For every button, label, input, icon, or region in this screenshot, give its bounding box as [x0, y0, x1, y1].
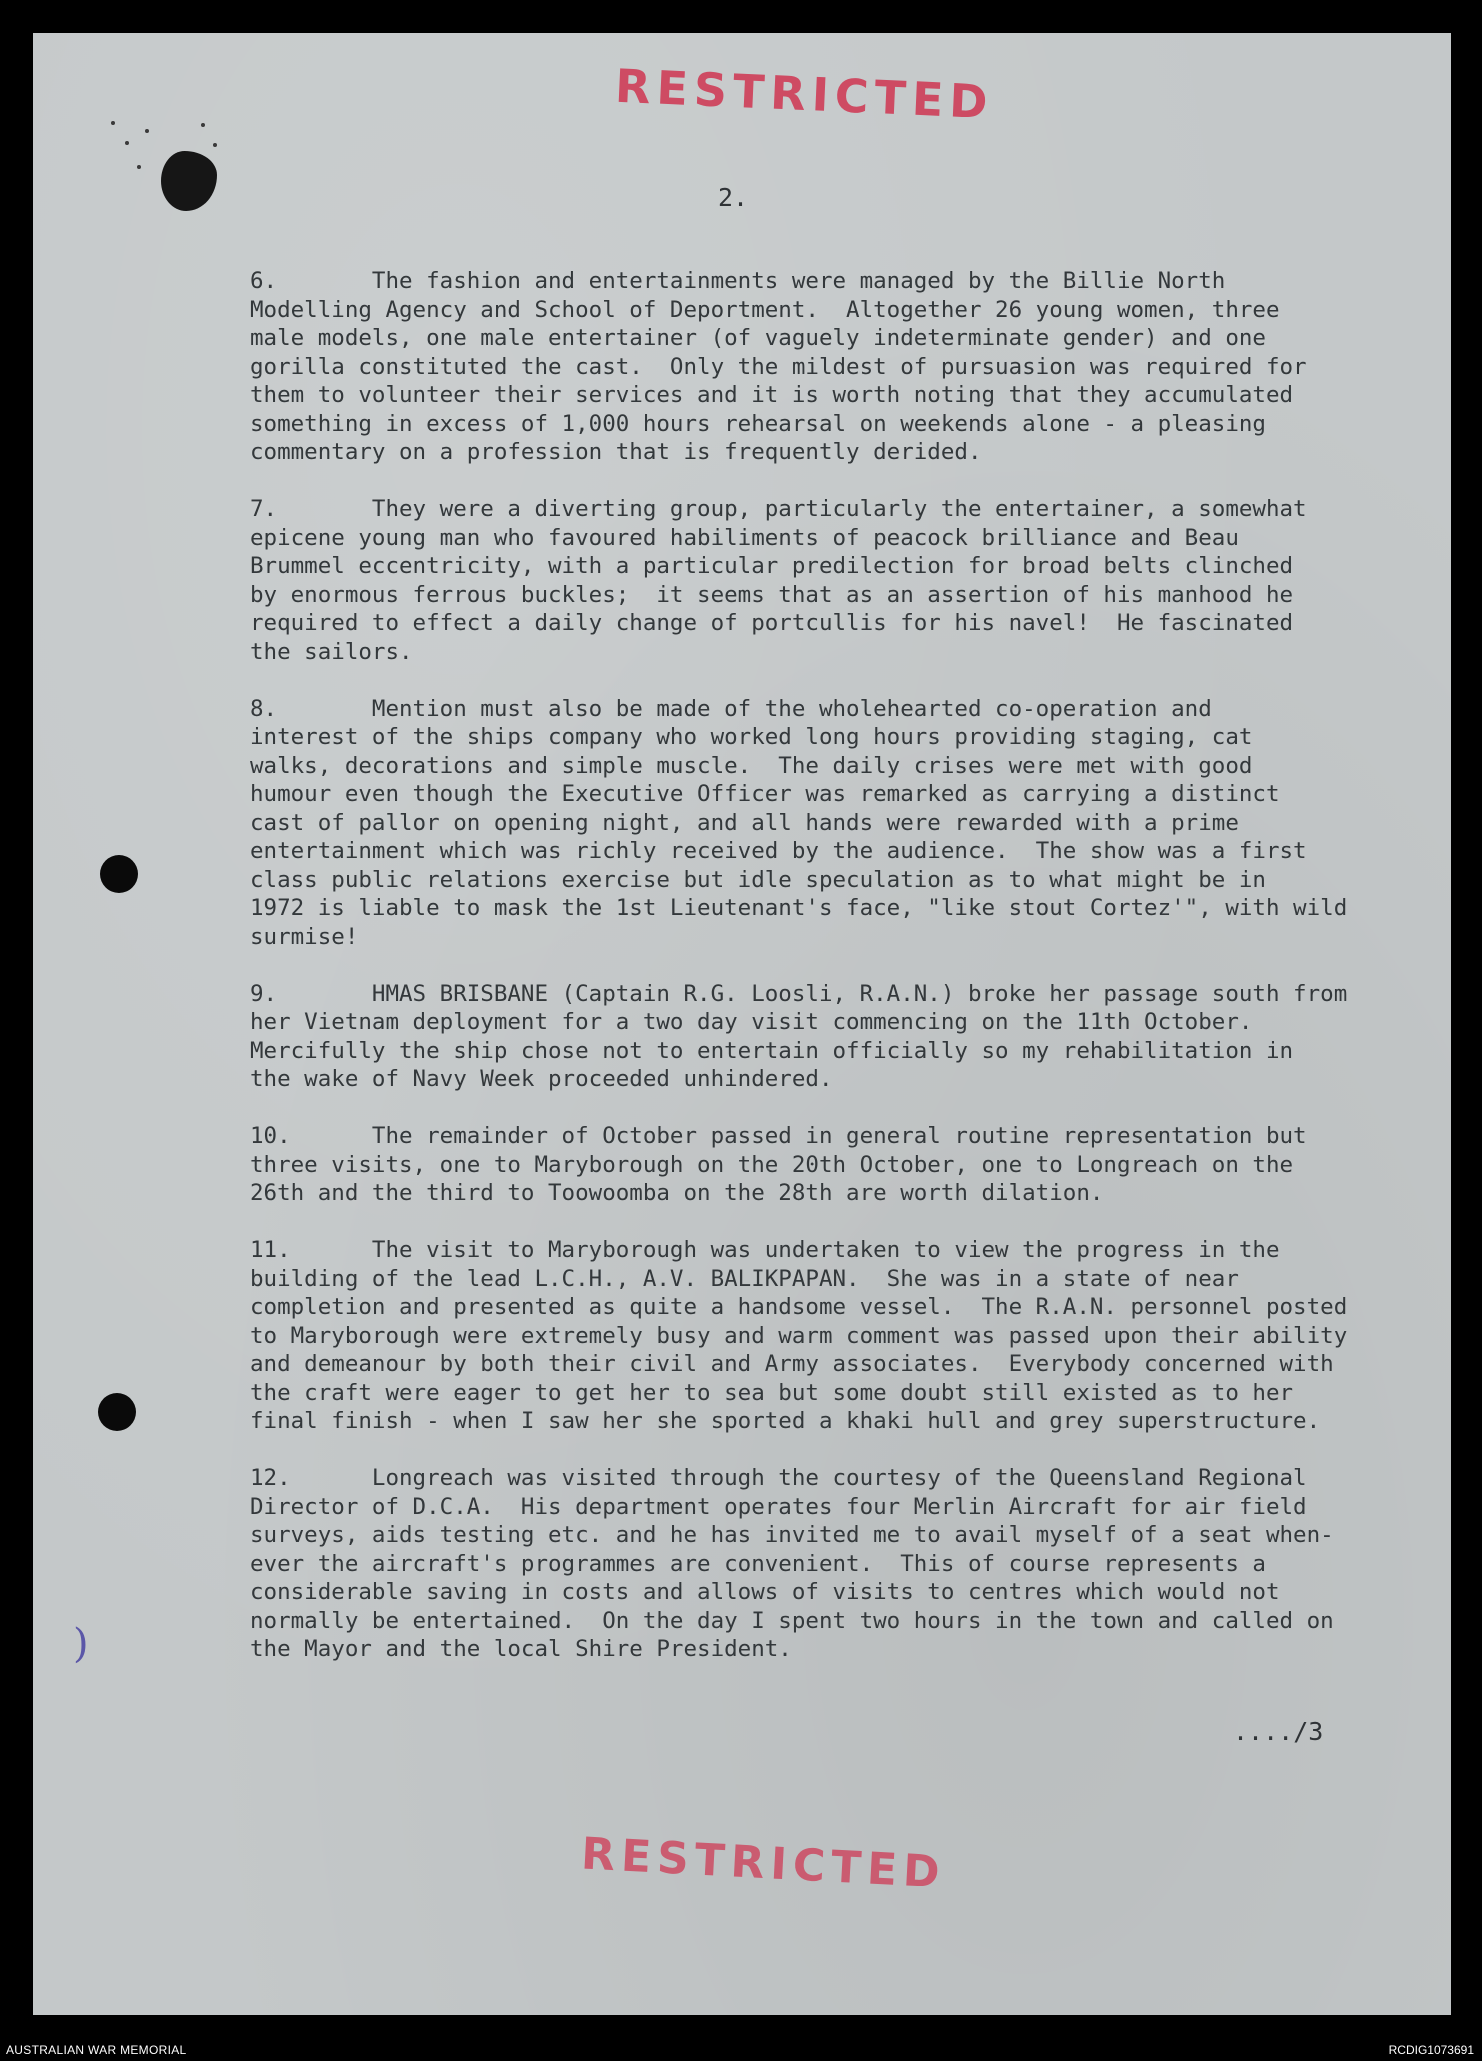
- text-line: the craft were eager to get her to sea but some doubt still existed as to her: [250, 1379, 1294, 1406]
- text-line: epicene young man who favoured habiliments of peacock brilliance and Beau: [250, 524, 1239, 551]
- text-line: male models, one male entertainer (of vaguely indeterminate gender) and one: [250, 325, 1266, 351]
- text-line: 7. They were a diverting group, particularly the entertainer, a somewhat: [250, 496, 1307, 522]
- text-line: cast of pallor on opening night, and all hands were rewarded with a prime: [250, 809, 1239, 836]
- punch-hole: [98, 1393, 136, 1431]
- text-line: building of the lead L.C.H., A.V. BALIKPAPAN. She was in a state of near: [250, 1265, 1239, 1292]
- text-line: class public relations exercise but idle speculation as to what might be in: [250, 866, 1266, 893]
- text-line: surmise!: [250, 923, 359, 950]
- text-line: completion and presented as quite a handsome vessel. The R.A.N. personnel posted: [250, 1294, 1348, 1320]
- text-line: by enormous ferrous buckles; it seems that as an assertion of his manhood he: [250, 581, 1294, 608]
- text-line: 1972 is liable to mask the 1st Lieutenant's face, "like stout Cortez'", with wild: [250, 895, 1348, 921]
- speck: [145, 129, 149, 133]
- continuation-marker: ..../3: [1233, 1717, 1324, 1746]
- text-line: her Vietnam deployment for a two day visit commencing on the 11th October.: [250, 1009, 1253, 1035]
- speck: [111, 121, 115, 125]
- text-line: entertainment which was richly received by the audience. The show was a first: [250, 838, 1307, 864]
- text-line: to Maryborough were extremely busy and warm comment was passed upon their ability: [250, 1322, 1348, 1349]
- paragraph-8: [250, 695, 1451, 952]
- text-line: surveys, aids testing etc. and he has invited me to avail myself of a seat when-: [250, 1522, 1334, 1548]
- punch-hole: [100, 855, 138, 893]
- archive-id: RCDIG1073691: [1388, 2043, 1474, 2057]
- text-line: normally be entertained. On the day I spent two hours in the town and called on: [250, 1607, 1334, 1634]
- text-line: the Mayor and the local Shire President.: [250, 1636, 792, 1662]
- text-line: gorilla constituted the cast. Only the mildest of pursuasion was required for: [250, 353, 1307, 380]
- speck: [125, 141, 129, 145]
- speck: [137, 165, 141, 169]
- text-line: 8. Mention must also be made of the wholehearted co-operation and: [250, 695, 1212, 722]
- document-page: [33, 33, 1451, 2015]
- paragraph-7: [250, 495, 1451, 666]
- archive-credit: AUSTRALIAN WAR MEMORIAL: [6, 2043, 187, 2057]
- speck: [213, 143, 217, 147]
- text-line: 26th and the third to Toowoomba on the 28th are worth dilation.: [250, 1180, 1104, 1206]
- text-line: 10. The remainder of October passed in general routine representation but: [250, 1123, 1307, 1149]
- text-line: something in excess of 1,000 hours rehearsal on weekends alone - a pleasing: [250, 410, 1266, 437]
- restricted-stamp-bottom: RESTRICTED: [579, 1828, 947, 1899]
- text-line: required to effect a daily change of portcullis for his navel! He fascinated: [250, 610, 1294, 636]
- paragraph-12: [250, 1464, 1451, 1664]
- pencil-mark: ): [73, 1621, 89, 1667]
- page-number: 2.: [718, 183, 749, 212]
- text-line: and demeanour by both their civil and Army associates. Everybody concerned with: [250, 1351, 1334, 1377]
- text-line: 12. Longreach was visited through the courtesy of the Queensland Regional: [250, 1465, 1307, 1491]
- text-line: Modelling Agency and School of Deportment. Altogether 26 young women, three: [250, 296, 1280, 323]
- restricted-stamp-top: RESTRICTED: [614, 58, 995, 130]
- text-line: 6. The fashion and entertainments were managed by the Billie North: [250, 268, 1226, 294]
- text-line: Director of D.C.A. His department operates four Merlin Aircraft for air field: [250, 1493, 1307, 1520]
- text-line: interest of the ships company who worked long hours providing staging, cat: [250, 724, 1253, 750]
- text-line: Mercifully the ship chose not to entertain officially so my rehabilitation in: [250, 1037, 1294, 1064]
- text-line: three visits, one to Maryborough on the 20th October, one to Longreach on the: [250, 1151, 1294, 1178]
- text-line: ever the aircraft's programmes are convenient. This of course represents a: [250, 1550, 1266, 1577]
- paragraph-10: [250, 1122, 1451, 1208]
- text-line: commentary on a profession that is frequently derided.: [250, 439, 982, 465]
- text-line: walks, decorations and simple muscle. The daily crises were met with good: [250, 752, 1253, 779]
- text-line: the sailors.: [250, 638, 413, 665]
- text-line: them to volunteer their services and it is worth noting that they accumulated: [250, 382, 1294, 408]
- speck: [201, 123, 205, 127]
- text-line: considerable saving in costs and allows of visits to centres which would not: [250, 1579, 1280, 1605]
- text-line: final finish - when I saw her she sported a khaki hull and grey superstructure.: [250, 1408, 1321, 1434]
- text-line: 11. The visit to Maryborough was undertaken to view the progress in the: [250, 1237, 1280, 1263]
- text-line: humour even though the Executive Officer was remarked as carrying a distinct: [250, 781, 1280, 807]
- paragraph-11: [250, 1236, 1451, 1436]
- text-line: Brummel eccentricity, with a particular predilection for broad belts clinched: [250, 553, 1294, 579]
- document-body: [250, 267, 1451, 1692]
- burn-mark: [161, 151, 217, 211]
- paragraph-6: [250, 267, 1451, 467]
- text-line: the wake of Navy Week proceeded unhindered.: [250, 1066, 833, 1092]
- paragraph-9: [250, 980, 1451, 1094]
- text-line: 9. HMAS BRISBANE (Captain R.G. Loosli, R.A.N.) broke her passage south from: [250, 980, 1348, 1007]
